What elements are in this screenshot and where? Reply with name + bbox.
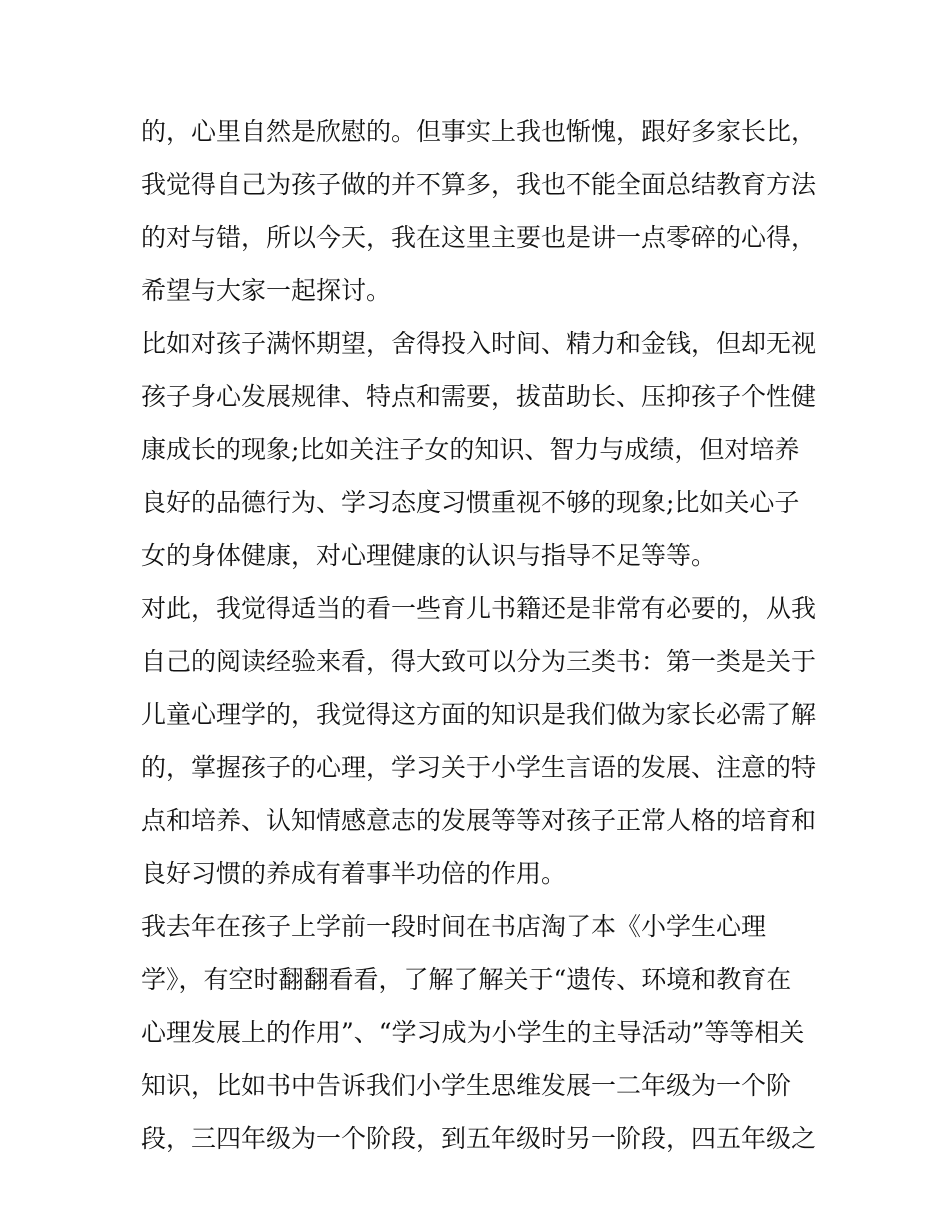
text-line: 学》，有空时翻翻看看，了解了解关于“遗传、环境和教育在	[141, 965, 792, 994]
text-line: 孩子身心发展规律、特点和需要，拔苗助长、压抑孩子个性健	[141, 382, 817, 411]
text-line: 对此，我觉得适当的看一些育儿书籍还是非常有必要的，从我	[141, 594, 817, 623]
text-line: 儿童心理学的，我觉得这方面的知识是我们做为家长必需了解	[141, 700, 817, 729]
text-line: 良好的品德行为、学习态度习惯重视不够的现象;比如关心子	[141, 488, 800, 517]
text-line: 的，心里自然是欣慰的。但事实上我也惭愧，跟好多家长比，	[141, 117, 817, 146]
text-line: 女的身体健康，对心理健康的认识与指导不足等等。	[141, 541, 717, 570]
body-text	[141, 105, 821, 1165]
text-line: 自己的阅读经验来看，得大致可以分为三类书：第一类是关于	[141, 647, 817, 676]
text-line: 比如对孩子满怀期望，舍得投入时间、精力和金钱，但却无视	[141, 329, 817, 358]
text-line: 我觉得自己为孩子做的并不算多，我也不能全面总结教育方法	[141, 170, 817, 199]
text-line: 的，掌握孩子的心理，学习关于小学生言语的发展、注意的特	[141, 753, 817, 782]
text-line: 的对与错，所以今天，我在这里主要也是讲一点零碎的心得，	[141, 223, 817, 252]
text-line: 希望与大家一起探讨。	[141, 276, 392, 305]
text-line: 我去年在孩子上学前一段时间在书店淘了本《小学生心理	[141, 912, 767, 941]
text-line: 良好习惯的养成有着事半功倍的作用。	[141, 859, 567, 888]
text-line: 知识，比如书中告诉我们小学生思维发展一二年级为一个阶	[141, 1071, 792, 1100]
text-line: 点和培养、认知情感意志的发展等等对孩子正常人格的培育和	[141, 806, 817, 835]
text-line: 康成长的现象;比如关注子女的知识、智力与成绩，但对培养	[141, 435, 800, 464]
text-line: 段，三四年级为一个阶段，到五年级时另一阶段，四五年级之	[141, 1124, 817, 1153]
text-line: 心理发展上的作用”、“学习成为小学生的主导活动”等等相关	[141, 1018, 805, 1047]
